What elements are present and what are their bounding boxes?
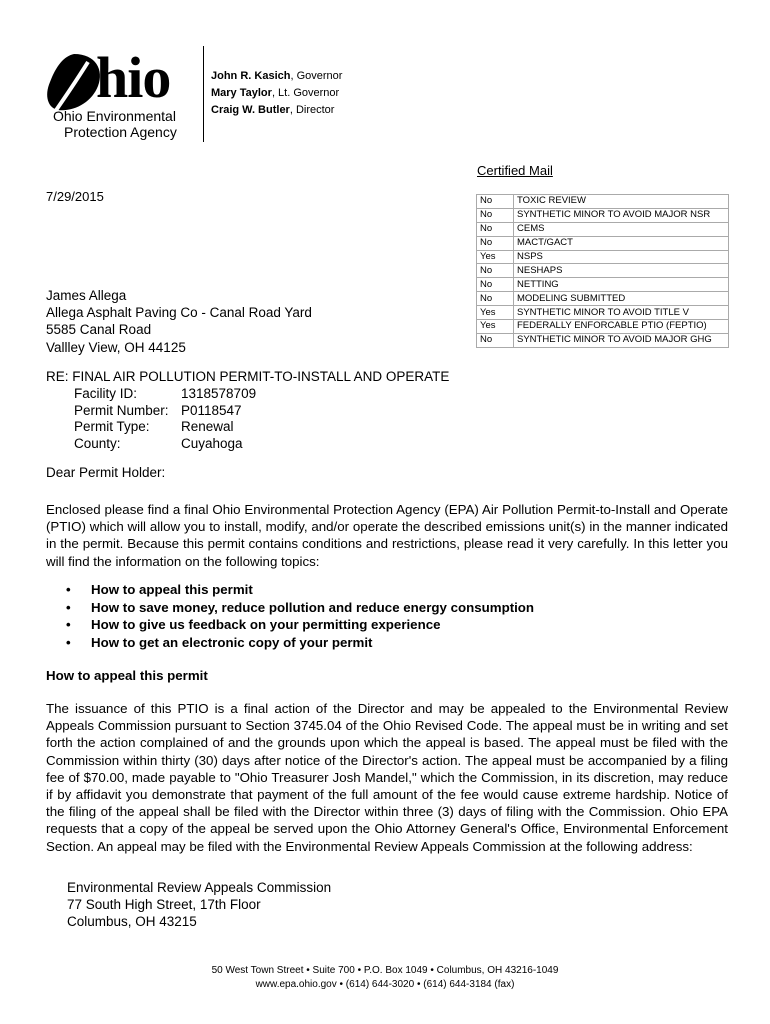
flag-row (477, 222, 729, 236)
recipient-name: James Allega (46, 288, 127, 303)
topics-list (66, 581, 534, 651)
flag-label: NESHAPS (514, 264, 729, 278)
bullet-icon: • (66, 582, 71, 597)
flag-row (477, 236, 729, 250)
re-subject-line: RE: FINAL AIR POLLUTION PERMIT-TO-INSTALL AND OPERATE (46, 369, 450, 384)
flag-row (477, 208, 729, 222)
footer-contact: www.epa.ohio.gov • (614) 644-3020 • (614) 644-3184 (fax) (255, 979, 515, 990)
commission-address (67, 879, 331, 930)
letterhead-divider (203, 46, 204, 142)
recipient-city: Vallley View, OH 44125 (46, 339, 186, 355)
topic-item: • How to appeal this permit (66, 582, 253, 597)
recipient-street: 5585 Canal Road (46, 322, 152, 338)
flag-value: Yes (477, 320, 514, 334)
flag-label: TOXIC REVIEW (514, 195, 729, 209)
detail-row-permit-type: Permit Type: Renewal (74, 419, 234, 434)
flag-label: SYNTHETIC MINOR TO AVOID MAJOR GHG (514, 333, 729, 347)
flag-value: No (477, 236, 514, 250)
flag-label: MACT/GACT (514, 236, 729, 250)
official-governor: John R. Kasich, Governor (211, 70, 343, 82)
recipient-address (46, 287, 312, 356)
commission-name: Environmental Review Appeals Commission (67, 880, 332, 895)
recipient-company: Allega Asphalt Paving Co - Canal Road Yard (46, 305, 312, 321)
permit-details (74, 386, 256, 452)
bullet-icon: • (66, 634, 71, 650)
flag-row (477, 264, 729, 278)
flag-row (477, 306, 729, 320)
topic-item: • How to give us feedback on your permitting experience (66, 617, 441, 632)
flag-row (477, 292, 729, 306)
detail-row-permit-number: Permit Number: P0118547 (74, 402, 242, 418)
salutation: Dear Permit Holder: (46, 465, 166, 480)
flag-value: Yes (477, 250, 514, 264)
appeal-section-heading: How to appeal this permit (46, 668, 208, 683)
permit-flags-table (476, 194, 729, 348)
flag-label: SYNTHETIC MINOR TO AVOID MAJOR NSR (514, 208, 729, 222)
flag-label: MODELING SUBMITTED (514, 292, 729, 306)
certified-mail-label: Certified Mail (477, 163, 553, 178)
flag-value: No (477, 333, 514, 347)
detail-row-facility-id: Facility ID: 1318578709 (74, 386, 257, 401)
appeal-paragraph: The issuance of this PTIO is a final action of the Director and may be appealed to the Environmental Review Appeals Commission pursuant to Section 3745.04 of the Ohio Revised Code. The appeal must be in writing and set forth the action complained of and the grounds upon which the appeal is based. The appeal must be filed with the Commission within thirty (30) days after notice of the Director's action. The appeal must be accompanied by a filing fee of $70.00, made payable to "Ohio Treasurer Josh Mandel," which the Commission, in its discretion, may reduce if by affidavit you demonstrate that payment of the full amount of the fee would cause extreme hardship. Notice of the filing of the appeal shall be filed with the Director within three (3) days of filing with the Commission. Ohio EPA requests that a copy of the appeal be served upon the Ohio Attorney General's Office, Environmental Enforcement Section. An appeal may be filed with the Environmental Review Appeals Commission at the following address: (46, 701, 728, 854)
logo-agency-line2: Protection Agency (64, 124, 177, 140)
flag-label: CEMS (514, 222, 729, 236)
flag-label: FEDERALLY ENFORCABLE PTIO (FEPTIO) (514, 320, 729, 334)
flag-label: NETTING (514, 278, 729, 292)
flag-row (477, 333, 729, 347)
flag-row (477, 250, 729, 264)
detail-row-county: County: Cuyahoga (74, 435, 243, 451)
flag-row (477, 195, 729, 209)
letter-date: 7/29/2015 (46, 189, 104, 204)
commission-street: 77 South High Street, 17th Floor (67, 897, 261, 912)
topic-item: • How to get an electronic copy of your permit (66, 634, 373, 650)
flag-value: No (477, 264, 514, 278)
flag-value: No (477, 278, 514, 292)
logo-wordmark: hio (96, 45, 171, 110)
flag-row (477, 320, 729, 334)
topic-item: • How to save money, reduce pollution and reduce energy consumption (66, 599, 535, 615)
flag-row (477, 278, 729, 292)
logo-agency-line1: Ohio Environmental (53, 108, 176, 124)
flag-value: Yes (477, 306, 514, 320)
bullet-icon: • (66, 617, 71, 632)
flag-label: NSPS (514, 250, 729, 264)
official-director: Craig W. Butler, Director (211, 104, 335, 116)
footer-address: 50 West Town Street • Suite 700 • P.O. Box 1049 • Columbus, OH 43216-1049 (211, 965, 559, 976)
officials-list (211, 68, 342, 119)
intro-paragraph: Enclosed please find a final Ohio Environmental Protection Agency (EPA) Air Pollution Permit-to-Install and Operate (PTIO) which will allow you to install, modify, and/or operate the described emissions unit(s) in the manner indicated in the permit. Because this permit contains conditions and restrictions, please read it very carefully. In this letter you will find the information on the following topics: (46, 502, 728, 569)
flag-value: No (477, 292, 514, 306)
flag-value: No (477, 222, 514, 236)
bullet-icon: • (66, 599, 71, 615)
flag-value: No (477, 208, 514, 222)
flag-label: SYNTHETIC MINOR TO AVOID TITLE V (514, 306, 729, 320)
flag-value: No (477, 195, 514, 209)
commission-city: Columbus, OH 43215 (67, 914, 197, 929)
official-lt-governor: Mary Taylor, Lt. Governor (211, 87, 340, 99)
